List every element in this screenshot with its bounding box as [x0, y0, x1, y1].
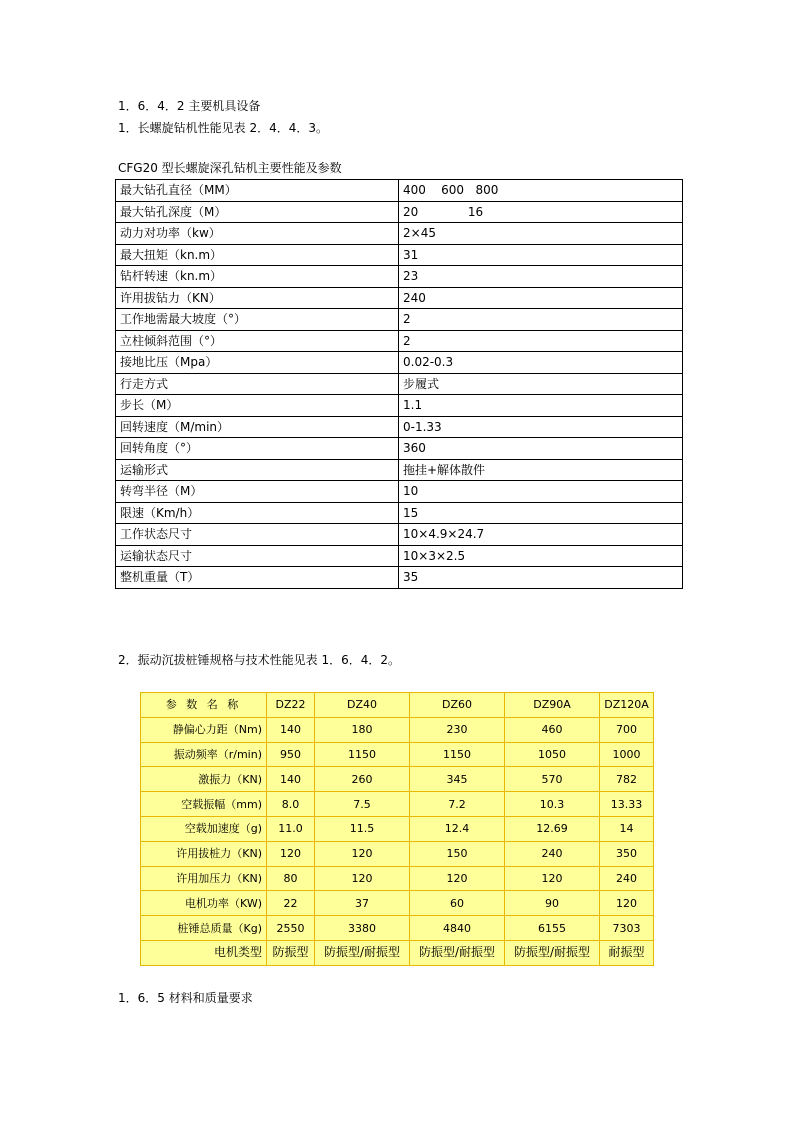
param-value-cell: 12.69 [505, 816, 600, 841]
table-row [141, 816, 654, 841]
param-label-cell: 桩锤总质量（Kg) [141, 916, 267, 941]
table-row [116, 244, 683, 266]
param-value-cell: 10 [399, 481, 683, 503]
param-label-cell: 工作状态尺寸 [116, 524, 399, 546]
param-value-cell: 12.4 [410, 816, 505, 841]
param-label-cell: 许用拔桩力（KN) [141, 841, 267, 866]
table-row [116, 223, 683, 245]
param-value-cell: 150 [410, 841, 505, 866]
table-row [141, 792, 654, 817]
table-row [116, 545, 683, 567]
param-value-cell: 7.5 [315, 792, 410, 817]
table-row [141, 742, 654, 767]
table-row [116, 309, 683, 331]
table-row [116, 352, 683, 374]
param-value-cell: 22 [267, 891, 315, 916]
param-value-cell: 11.5 [315, 816, 410, 841]
param-value-cell: 140 [267, 717, 315, 742]
param-label-cell: 回转速度（M/min） [116, 416, 399, 438]
table-row [141, 891, 654, 916]
param-value-cell: 23 [399, 266, 683, 288]
param-label-cell: 电机功率（KW) [141, 891, 267, 916]
param-value-cell: 345 [410, 767, 505, 792]
param-value-cell: 15 [399, 502, 683, 524]
table-row [116, 438, 683, 460]
param-value-cell: 140 [267, 767, 315, 792]
param-value-cell: 120 [315, 866, 410, 891]
param-label-cell: 许用加压力（KN) [141, 866, 267, 891]
table-row [116, 180, 683, 202]
header-model-cell: DZ120A [600, 693, 654, 718]
param-label-cell: 激振力（KN) [141, 767, 267, 792]
table-row [116, 524, 683, 546]
param-value-cell: 13.33 [600, 792, 654, 817]
param-label-cell: 转弯半径（M） [116, 481, 399, 503]
param-value-cell: 240 [505, 841, 600, 866]
param-value-cell: 1150 [315, 742, 410, 767]
param-value-cell: 400 600 800 [399, 180, 683, 202]
param-value-cell: 2 [399, 309, 683, 331]
param-value-cell: 7303 [600, 916, 654, 941]
table-row [116, 266, 683, 288]
header-model-cell: DZ40 [315, 693, 410, 718]
section-heading-1-6-4-2: 1．6．4．2 主要机具设备 [118, 99, 261, 113]
param-value-cell: 1150 [410, 742, 505, 767]
param-label-cell: 行走方式 [116, 373, 399, 395]
param-label-cell: 电机类型 [141, 940, 267, 965]
param-value-cell: 拖挂+解体散件 [399, 459, 683, 481]
param-value-cell: 2 [399, 330, 683, 352]
param-value-cell: 8.0 [267, 792, 315, 817]
table-row [141, 717, 654, 742]
param-value-cell: 37 [315, 891, 410, 916]
param-value-cell: 2550 [267, 916, 315, 941]
param-value-cell: 6155 [505, 916, 600, 941]
param-label-cell: 整机重量（T） [116, 567, 399, 589]
param-value-cell: 260 [315, 767, 410, 792]
param-value-cell: 35 [399, 567, 683, 589]
param-label-cell: 空载加速度（g) [141, 816, 267, 841]
param-label-cell: 工作地需最大坡度（°） [116, 309, 399, 331]
param-value-cell: 11.0 [267, 816, 315, 841]
param-value-cell: 700 [600, 717, 654, 742]
param-value-cell: 10×3×2.5 [399, 545, 683, 567]
param-label-cell: 空载振幅（mm) [141, 792, 267, 817]
table-row [141, 767, 654, 792]
table-row [141, 940, 654, 965]
param-value-cell: 步履式 [399, 373, 683, 395]
param-value-cell: 80 [267, 866, 315, 891]
param-value-cell: 460 [505, 717, 600, 742]
vibro-hammer-spec-table [140, 692, 654, 966]
param-value-cell: 防振型 [267, 940, 315, 965]
table-row [116, 416, 683, 438]
param-label-cell: 回转角度（°） [116, 438, 399, 460]
table-header-row [141, 693, 654, 718]
param-value-cell: 31 [399, 244, 683, 266]
param-value-cell: 120 [410, 866, 505, 891]
param-label-cell: 限速（Km/h） [116, 502, 399, 524]
param-value-cell: 1050 [505, 742, 600, 767]
table-row [116, 481, 683, 503]
paragraph-drill-performance: 1．长螺旋钻机性能见表 2．4．4．3。 [118, 121, 328, 135]
table-row [116, 459, 683, 481]
param-value-cell: 4840 [410, 916, 505, 941]
header-model-cell: DZ60 [410, 693, 505, 718]
param-value-cell: 230 [410, 717, 505, 742]
param-value-cell: 1000 [600, 742, 654, 767]
param-value-cell: 10×4.9×24.7 [399, 524, 683, 546]
param-label-cell: 运输形式 [116, 459, 399, 481]
param-value-cell: 防振型/耐振型 [505, 940, 600, 965]
param-value-cell: 1.1 [399, 395, 683, 417]
param-value-cell: 240 [399, 287, 683, 309]
param-value-cell: 120 [267, 841, 315, 866]
param-label-cell: 静偏心力距（Nm) [141, 717, 267, 742]
param-value-cell: 180 [315, 717, 410, 742]
param-label-cell: 接地比压（Mpa） [116, 352, 399, 374]
param-value-cell: 7.2 [410, 792, 505, 817]
param-value-cell: 120 [505, 866, 600, 891]
section-heading-1-6-5: 1．6．5 材料和质量要求 [118, 991, 253, 1005]
table-row [116, 395, 683, 417]
param-label-cell: 运输状态尺寸 [116, 545, 399, 567]
param-label-cell: 最大钻孔直径（MM） [116, 180, 399, 202]
table-row [141, 866, 654, 891]
param-value-cell: 10.3 [505, 792, 600, 817]
param-label-cell: 许用拔钻力（KN） [116, 287, 399, 309]
param-label-cell: 最大钻孔深度（M） [116, 201, 399, 223]
table-row [116, 330, 683, 352]
param-value-cell: 14 [600, 816, 654, 841]
table-row [141, 841, 654, 866]
param-value-cell: 90 [505, 891, 600, 916]
table-row [116, 201, 683, 223]
param-label-cell: 步长（M） [116, 395, 399, 417]
param-value-cell: 3380 [315, 916, 410, 941]
table1-caption: CFG20 型长螺旋深孔钻机主要性能及参数 [118, 161, 342, 175]
param-value-cell: 防振型/耐振型 [410, 940, 505, 965]
param-value-cell: 120 [600, 891, 654, 916]
param-value-cell: 120 [315, 841, 410, 866]
param-value-cell: 360 [399, 438, 683, 460]
table-row [116, 567, 683, 589]
paragraph-vibro-hammer: 2．振动沉拔桩锤规格与技术性能见表 1．6．4．2。 [118, 653, 400, 667]
param-label-cell: 振动频率（r/min) [141, 742, 267, 767]
param-label-cell: 最大扭矩（kn.m） [116, 244, 399, 266]
param-value-cell: 240 [600, 866, 654, 891]
param-value-cell: 20 16 [399, 201, 683, 223]
param-value-cell: 60 [410, 891, 505, 916]
param-value-cell: 0-1.33 [399, 416, 683, 438]
param-label-cell: 钻杆转速（kn.m） [116, 266, 399, 288]
param-value-cell: 782 [600, 767, 654, 792]
param-value-cell: 防振型/耐振型 [315, 940, 410, 965]
param-value-cell: 2×45 [399, 223, 683, 245]
param-value-cell: 耐振型 [600, 940, 654, 965]
table-row [141, 916, 654, 941]
param-value-cell: 350 [600, 841, 654, 866]
param-value-cell: 0.02-0.3 [399, 352, 683, 374]
header-param-name: 参 数 名 称 [141, 693, 267, 718]
param-value-cell: 570 [505, 767, 600, 792]
param-label-cell: 立柱倾斜范围（°） [116, 330, 399, 352]
table-row [116, 502, 683, 524]
drill-spec-table [115, 179, 683, 589]
table-row [116, 373, 683, 395]
header-model-cell: DZ90A [505, 693, 600, 718]
param-value-cell: 950 [267, 742, 315, 767]
header-model-cell: DZ22 [267, 693, 315, 718]
table-row [116, 287, 683, 309]
param-label-cell: 动力对功率（kw） [116, 223, 399, 245]
